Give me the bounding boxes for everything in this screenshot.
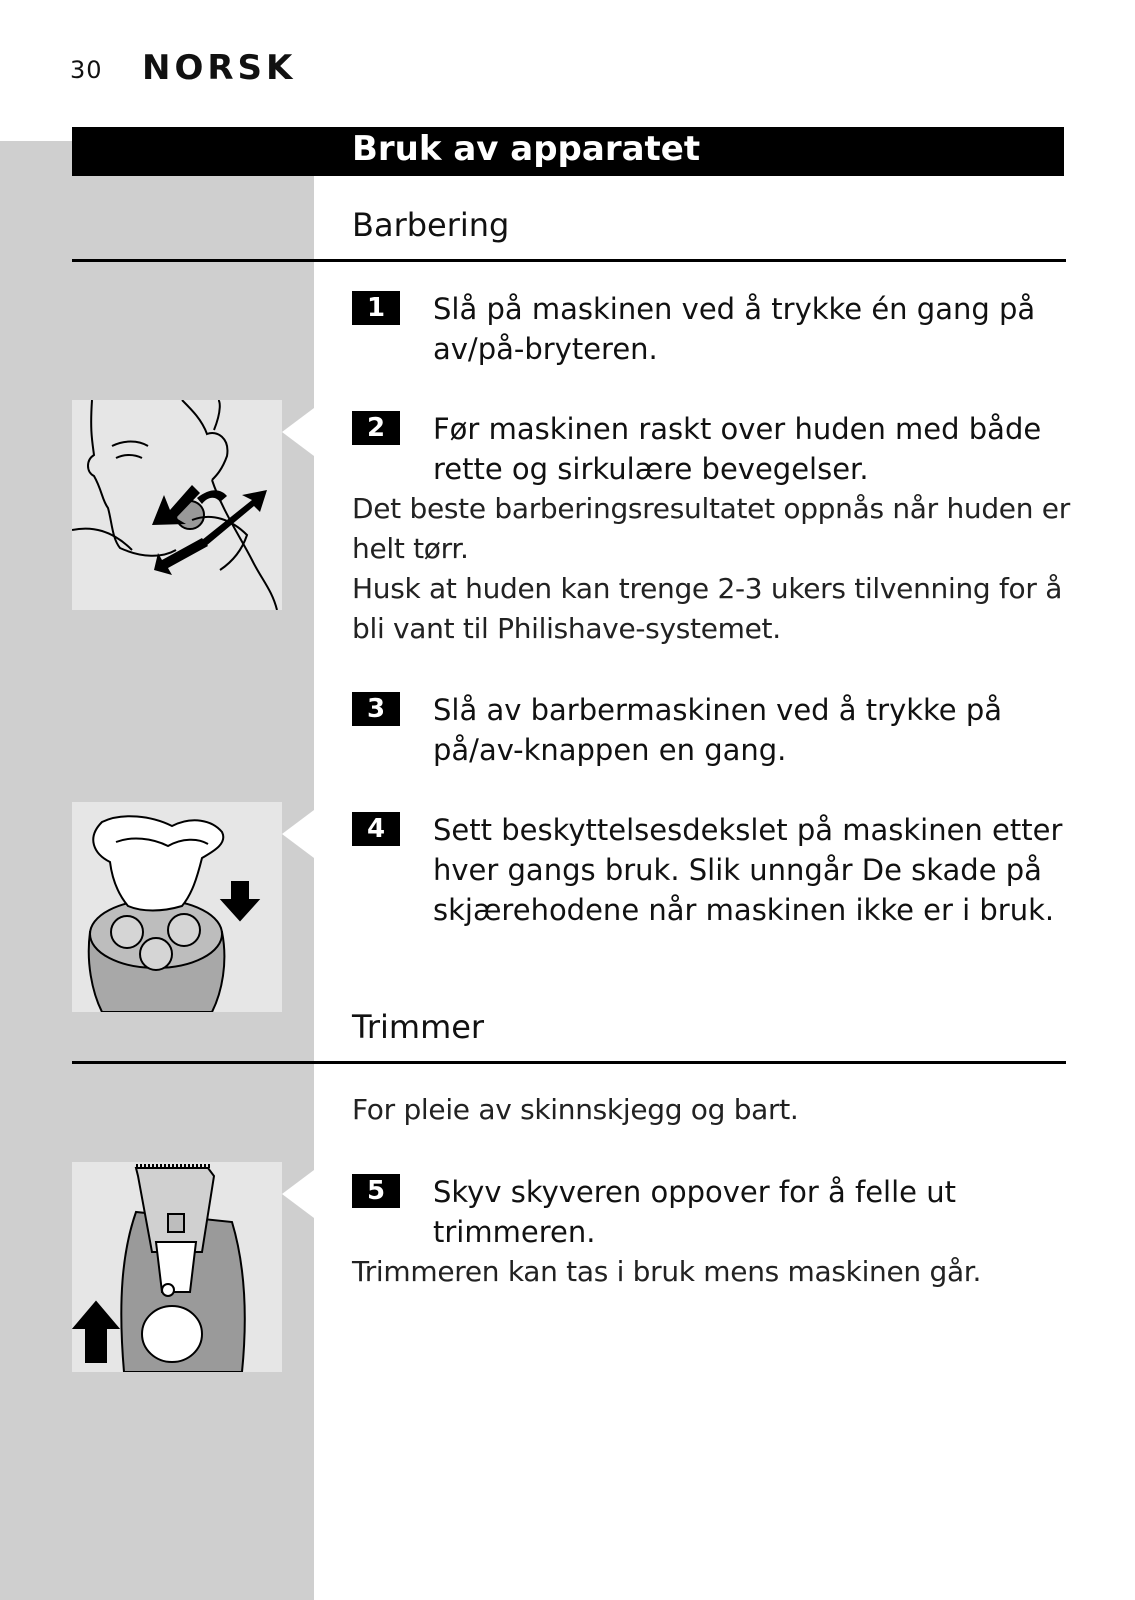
step-number: 1 (352, 291, 400, 325)
trimmer-heading: Trimmer (352, 1008, 485, 1046)
step-number: 4 (352, 812, 400, 846)
step-text: Før maskinen raskt over huden med både rette og sirkulære bevegelser. (433, 412, 1042, 486)
barbering-heading: Barbering (352, 206, 510, 244)
step-number: 5 (352, 1174, 400, 1208)
illustration-pointer (282, 810, 314, 858)
chapter-title: Bruk av apparatet (352, 129, 701, 169)
cap-illustration (72, 802, 282, 1012)
face-shaving-icon (72, 400, 282, 610)
step-number: 2 (352, 411, 400, 445)
step-number: 3 (352, 692, 400, 726)
step-text: Slå på maskinen ved å trykke én gang på av/på-bryteren. (433, 292, 1036, 366)
note-dry-skin: Det beste barberingsresultatet oppnås når huden er helt tørr. (352, 492, 1070, 565)
barbering-rule (72, 259, 1066, 262)
illustration-pointer (282, 408, 314, 456)
trimmer-rule (72, 1061, 1066, 1064)
trimmer-illustration (72, 1162, 282, 1372)
step-text: Skyv skyveren oppover for å felle ut trimmeren. (433, 1175, 956, 1249)
step-text: Sett beskyttelsesdekslet på maskinen etter hver gangs bruk. Slik unngår De skade på skjærehodene når maskinen ikke er i bruk. (433, 813, 1063, 927)
protective-cap-icon (72, 802, 282, 1012)
note-trimmer-running: Trimmeren kan tas i bruk mens maskinen går. (352, 1255, 982, 1288)
shaving-illustration (72, 400, 282, 610)
trimmer-intro: For pleie av skinnskjegg og bart. (352, 1093, 799, 1126)
step-text: Slå av barbermaskinen ved å trykke på på/av-knappen en gang. (433, 693, 1003, 767)
page-number: 30 (70, 56, 103, 84)
trimmer-icon (72, 1162, 282, 1372)
language-label: NORSK (142, 48, 297, 88)
chapter-title-bar (72, 127, 1064, 176)
illustration-pointer (282, 1170, 314, 1218)
note-adaptation: Husk at huden kan trenge 2-3 ukers tilvenning for å bli vant til Philishave-systemet. (352, 572, 1063, 645)
